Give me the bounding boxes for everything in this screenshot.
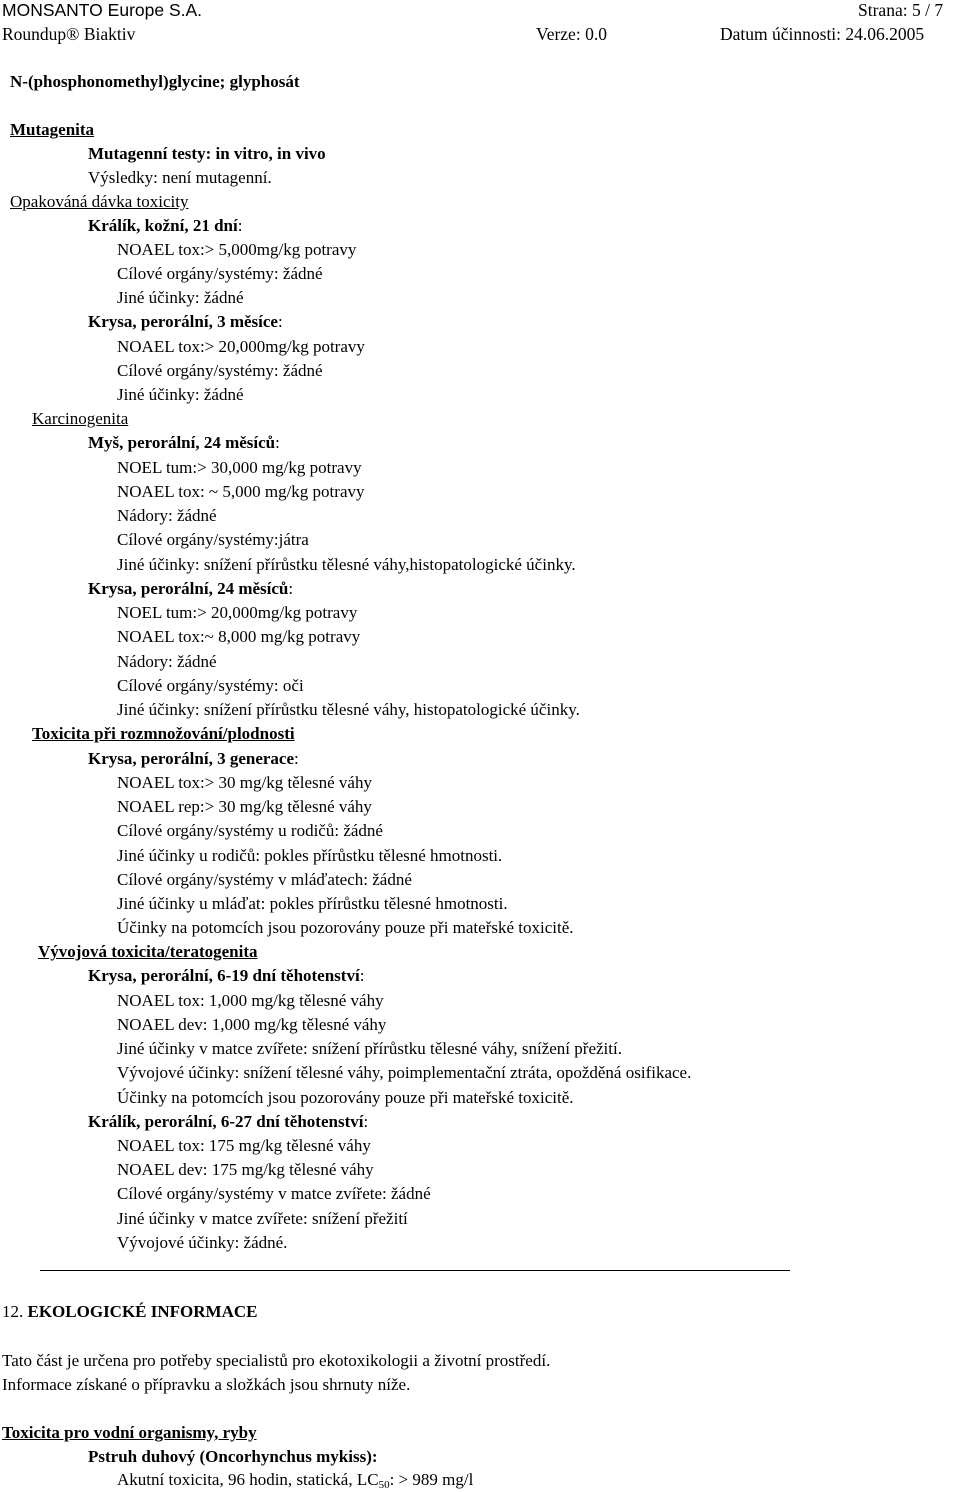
mutagenicity-tests: Mutagenní testy: in vitro, in vivo <box>88 144 326 163</box>
mutagenicity-results: Výsledky: není mutagenní. <box>88 168 272 187</box>
section-12-intro: Tato část je určena pro potřeby specialistů pro ekotoxikologii a životní prostředí. <box>2 1351 551 1370</box>
list-item: NOAEL tox:> 5,000mg/kg potravy <box>117 240 357 259</box>
list-item: NOAEL tox:~ 8,000 mg/kg potravy <box>117 627 361 646</box>
page-label: Strana: <box>858 0 908 20</box>
list-item: Cílové orgány/systémy: oči <box>117 676 304 695</box>
list-item: Vývojové účinky: snížení tělesné váhy, poimplementační ztráta, opožděná osifikace. <box>117 1063 692 1082</box>
acute-toxicity-line: Akutní toxicita, 96 hodin, statická, $LC_{50}$: > 989 mg/l <box>117 1470 474 1491</box>
fish-toxicity-title: Toxicita pro vodní organismy, ryby <box>2 1423 257 1442</box>
list-item: NOAEL dev: 1,000 mg/kg tělesné váhy <box>117 1015 387 1034</box>
list-item: Jiné účinky v matce zvířete: snížení přežití <box>117 1209 408 1228</box>
effective-label: Datum účinnosti: <box>720 24 842 44</box>
rat-oral-3m-label: Krysa, perorální, 3 měsíce: <box>88 312 283 331</box>
list-item: Nádory: žádné <box>117 506 217 525</box>
version: Verze: 0.0 <box>536 24 607 44</box>
list-item: Účinky na potomcích jsou pozorovány pouze při mateřské toxicitě. <box>117 918 574 937</box>
list-item: NOAEL rep:> 30 mg/kg tělesné váhy <box>117 797 372 816</box>
list-item: Účinky na potomcích jsou pozorovány pouze při mateřské toxicitě. <box>117 1088 574 1107</box>
list-item: NOAEL tox: ~ 5,000 mg/kg potravy <box>117 482 365 501</box>
list-item: Jiné účinky v matce zvířete: snížení přírůstku tělesné váhy, snížení přežití. <box>117 1039 622 1058</box>
company-name: MONSANTO Europe S.A. <box>2 0 203 20</box>
list-item: Jiné účinky u rodičů: pokles přírůstku tělesné hmotnosti. <box>117 846 503 865</box>
list-item: Jiné účinky: žádné <box>117 385 244 404</box>
list-item: Cílové orgány/systémy:játra <box>117 530 309 549</box>
page-value: 5 / 7 <box>911 0 944 20</box>
list-item: Cílové orgány/systémy: žádné <box>117 264 323 283</box>
list-item: Nádory: žádné <box>117 652 217 671</box>
section-12-intro: Informace získané o přípravku a složkách jsou shrnuty níže. <box>2 1375 411 1394</box>
list-item: Jiné účinky: snížení přírůstku tělesné váhy,histopatologické účinky. <box>117 555 576 574</box>
effective-date <box>720 24 924 44</box>
list-item: NOAEL tox: 175 mg/kg tělesné váhy <box>117 1136 371 1155</box>
list-item: Jiné účinky: žádné <box>117 288 244 307</box>
rat-3gen-label: Krysa, perorální, 3 generace: <box>88 749 299 768</box>
section-12-heading: 12. EKOLOGICKÉ INFORMACE <box>2 1302 258 1321</box>
substance-name: N-(phosphonomethyl)glycine; glyphosát <box>10 72 300 91</box>
reproduction-title: Toxicita při rozmnožování/plodnosti <box>32 724 295 743</box>
rabbit-dermal-label: Králík, kožní, 21 dní: <box>88 216 243 235</box>
trout-label: Pstruh duhový (Oncorhynchus mykiss): <box>88 1447 378 1466</box>
list-item: NOEL tum:> 30,000 mg/kg potravy <box>117 458 362 477</box>
list-item: Cílové orgány/systémy v matce zvířete: žádné <box>117 1184 431 1203</box>
list-item: NOAEL dev: 175 mg/kg tělesné váhy <box>117 1160 374 1179</box>
product-name: Roundup® Biaktiv <box>2 24 136 44</box>
list-item: NOEL tum:> 20,000mg/kg potravy <box>117 603 358 622</box>
list-item: Cílové orgány/systémy v mláďatech: žádné <box>117 870 412 889</box>
list-item: NOAEL tox:> 20,000mg/kg potravy <box>117 337 365 356</box>
carcinogenicity-title: Karcinogenita <box>32 409 129 428</box>
list-item: Jiné účinky u mláďat: pokles přírůstku tělesné hmotnosti. <box>117 894 508 913</box>
page-number <box>858 0 943 20</box>
list-item: Cílové orgány/systémy: žádné <box>117 361 323 380</box>
list-item: Jiné účinky: snížení přírůstku tělesné váhy, histopatologické účinky. <box>117 700 580 719</box>
section-divider <box>40 1270 790 1271</box>
mutagenicity-title: Mutagenita <box>10 120 95 139</box>
list-item: Vývojové účinky: žádné. <box>117 1233 288 1252</box>
list-item: NOAEL tox: 1,000 mg/kg tělesné váhy <box>117 991 384 1010</box>
rat-oral-24m-label: Krysa, perorální, 24 měsíců: <box>88 579 294 598</box>
repeat-dose-title: Opakováná dávka toxicity <box>10 192 189 211</box>
effective-value: 24.06.2005 <box>845 24 925 44</box>
list-item: NOAEL tox:> 30 mg/kg tělesné váhy <box>117 773 372 792</box>
rabbit-pregnancy-label: Králík, perorální, 6-27 dní těhotenství: <box>88 1112 369 1131</box>
developmental-title: Vývojová toxicita/teratogenita <box>38 942 258 961</box>
mouse-oral-label: Myš, perorální, 24 měsíců: <box>88 433 280 452</box>
list-item: Cílové orgány/systémy u rodičů: žádné <box>117 821 383 840</box>
rat-pregnancy-label: Krysa, perorální, 6-19 dní těhotenství: <box>88 966 365 985</box>
